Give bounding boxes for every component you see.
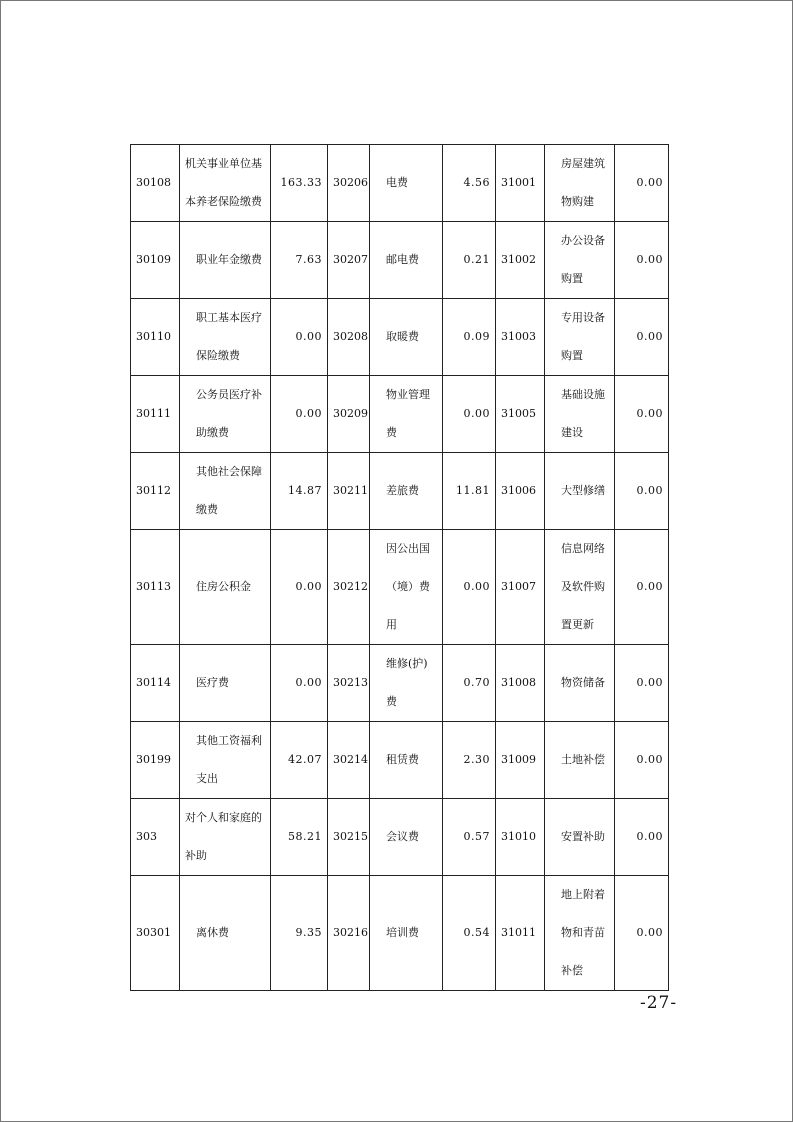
item-name-cell: 取暖费 [370, 299, 443, 376]
code-cell: 30212 [328, 530, 370, 645]
code-cell: 30215 [328, 799, 370, 876]
table-row [131, 799, 669, 876]
amount-cell: 0.00 [271, 645, 328, 722]
item-name-cell: 维修(护)费 [370, 645, 443, 722]
table-row [131, 222, 669, 299]
amount-cell: 0.57 [443, 799, 496, 876]
code-cell: 31008 [496, 645, 545, 722]
amount-cell: 0.00 [615, 145, 669, 222]
item-name-cell: 安置补助 [545, 799, 615, 876]
item-name-cell: 土地补偿 [545, 722, 615, 799]
table-row [131, 376, 669, 453]
budget-table [130, 144, 669, 991]
item-name-cell: 对个人和家庭的补助 [180, 799, 271, 876]
item-name-cell: 医疗费 [180, 645, 271, 722]
amount-cell: 0.00 [271, 530, 328, 645]
code-cell: 30208 [328, 299, 370, 376]
item-name-cell: 租赁费 [370, 722, 443, 799]
item-name-cell: 其他社会保障缴费 [180, 453, 271, 530]
code-cell: 30211 [328, 453, 370, 530]
amount-cell: 163.33 [271, 145, 328, 222]
amount-cell: 0.54 [443, 876, 496, 991]
code-cell: 30207 [328, 222, 370, 299]
item-name-cell: 电费 [370, 145, 443, 222]
amount-cell: 0.00 [615, 299, 669, 376]
table-row [131, 299, 669, 376]
code-cell: 30301 [131, 876, 180, 991]
item-name-cell: 地上附着物和青苗补偿 [545, 876, 615, 991]
code-cell: 30216 [328, 876, 370, 991]
code-cell: 31010 [496, 799, 545, 876]
code-cell: 30209 [328, 376, 370, 453]
amount-cell: 0.00 [615, 722, 669, 799]
code-cell: 31006 [496, 453, 545, 530]
amount-cell: 0.00 [443, 530, 496, 645]
item-name-cell: 邮电费 [370, 222, 443, 299]
item-name-cell: 物业管理费 [370, 376, 443, 453]
amount-cell: 0.09 [443, 299, 496, 376]
item-name-cell: 培训费 [370, 876, 443, 991]
amount-cell: 0.00 [443, 376, 496, 453]
amount-cell: 9.35 [271, 876, 328, 991]
item-name-cell: 因公出国（境）费用 [370, 530, 443, 645]
code-cell: 30108 [131, 145, 180, 222]
amount-cell: 58.21 [271, 799, 328, 876]
code-cell: 30114 [131, 645, 180, 722]
amount-cell: 7.63 [271, 222, 328, 299]
item-name-cell: 物资储备 [545, 645, 615, 722]
amount-cell: 0.00 [615, 376, 669, 453]
code-cell: 31011 [496, 876, 545, 991]
code-cell: 30206 [328, 145, 370, 222]
code-cell: 30110 [131, 299, 180, 376]
item-name-cell: 离休费 [180, 876, 271, 991]
code-cell: 30214 [328, 722, 370, 799]
item-name-cell: 专用设备购置 [545, 299, 615, 376]
item-name-cell: 基础设施建设 [545, 376, 615, 453]
table-row [131, 645, 669, 722]
code-cell: 31001 [496, 145, 545, 222]
item-name-cell: 职工基本医疗保险缴费 [180, 299, 271, 376]
amount-cell: 0.00 [615, 876, 669, 991]
code-cell: 30213 [328, 645, 370, 722]
amount-cell: 42.07 [271, 722, 328, 799]
item-name-cell: 职业年金缴费 [180, 222, 271, 299]
item-name-cell: 大型修缮 [545, 453, 615, 530]
amount-cell: 2.30 [443, 722, 496, 799]
item-name-cell: 会议费 [370, 799, 443, 876]
table-row [131, 530, 669, 645]
amount-cell: 0.00 [271, 376, 328, 453]
table-row [131, 876, 669, 991]
code-cell: 31009 [496, 722, 545, 799]
code-cell: 31002 [496, 222, 545, 299]
code-cell: 30109 [131, 222, 180, 299]
amount-cell: 0.21 [443, 222, 496, 299]
item-name-cell: 房屋建筑物购建 [545, 145, 615, 222]
code-cell: 30199 [131, 722, 180, 799]
amount-cell: 0.00 [615, 453, 669, 530]
amount-cell: 14.87 [271, 453, 328, 530]
item-name-cell: 信息网络及软件购置更新 [545, 530, 615, 645]
amount-cell: 0.00 [615, 222, 669, 299]
table-row [131, 145, 669, 222]
item-name-cell: 办公设备购置 [545, 222, 615, 299]
code-cell: 31003 [496, 299, 545, 376]
item-name-cell: 机关事业单位基本养老保险缴费 [180, 145, 271, 222]
table-row [131, 453, 669, 530]
page-number: -27- [640, 993, 678, 1013]
item-name-cell: 其他工资福利支出 [180, 722, 271, 799]
amount-cell: 0.00 [271, 299, 328, 376]
code-cell: 30111 [131, 376, 180, 453]
code-cell: 303 [131, 799, 180, 876]
item-name-cell: 住房公积金 [180, 530, 271, 645]
item-name-cell: 公务员医疗补助缴费 [180, 376, 271, 453]
code-cell: 30112 [131, 453, 180, 530]
amount-cell: 11.81 [443, 453, 496, 530]
table-row [131, 722, 669, 799]
amount-cell: 0.00 [615, 530, 669, 645]
amount-cell: 0.70 [443, 645, 496, 722]
amount-cell: 0.00 [615, 799, 669, 876]
code-cell: 31007 [496, 530, 545, 645]
amount-cell: 0.00 [615, 645, 669, 722]
item-name-cell: 差旅费 [370, 453, 443, 530]
code-cell: 30113 [131, 530, 180, 645]
amount-cell: 4.56 [443, 145, 496, 222]
code-cell: 31005 [496, 376, 545, 453]
